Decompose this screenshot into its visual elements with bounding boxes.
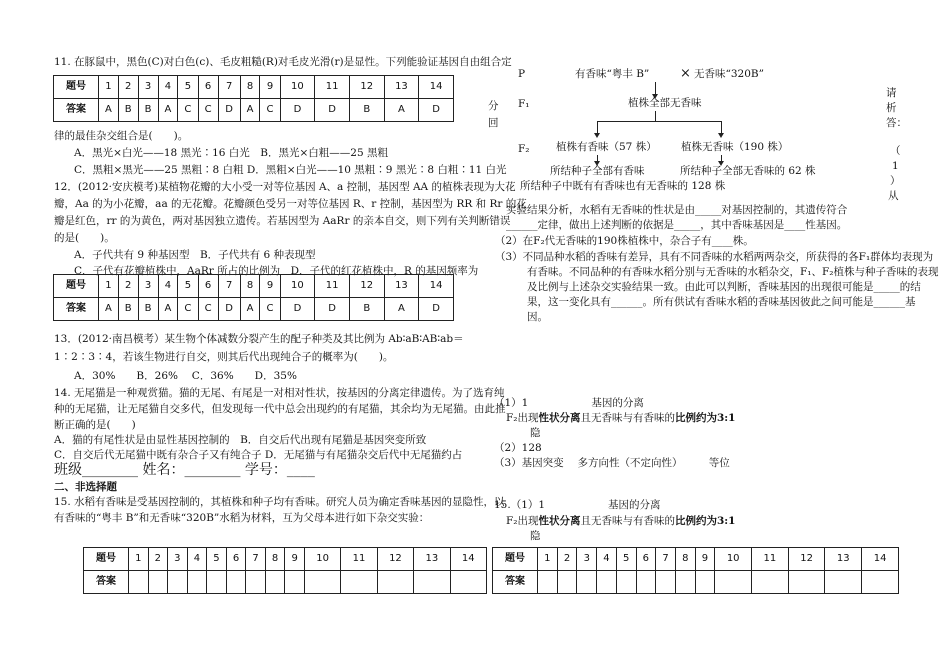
q11-option-ab: A．黑光×白光——18 黑光∶16 白光 B．黑光×白粗——25 黑粗 — [74, 147, 388, 159]
table-cell-answer: A — [158, 298, 178, 321]
q15-part1-line2: ______定律，做出上述判断的依据是_____，其中香味基因是____性基因。 — [506, 219, 848, 231]
table-cell-answer-empty — [341, 571, 377, 594]
table-cell-answer: C — [178, 99, 198, 122]
f2-nonfragrant-plants: 植株无香味（190 株） — [681, 141, 789, 153]
table-cell-number: 1 — [129, 548, 149, 571]
answer-1a: （1）1 基因的分离 — [494, 397, 644, 409]
q13-line1: 13．(2012·南昌模考）某生物个体减数分裂产生的配子种类及其比例为 Ab∶aB∶AB∶ab＝ — [54, 333, 464, 345]
table-cell-answer: B — [138, 99, 158, 122]
side-text-left-2: 回 — [488, 117, 499, 129]
q11-line2: 律的最佳杂交组合是( )。 — [54, 130, 189, 142]
side-text-left-1: 分 — [488, 100, 499, 112]
table-cell-number: 1 — [538, 548, 558, 571]
table-cell-number: 4 — [597, 548, 617, 571]
side-text-right-6: ） — [890, 175, 901, 187]
table-cell-answer-empty — [616, 571, 636, 594]
table-cell-answer: D — [315, 99, 350, 122]
q12-line4: 的是( )。 — [54, 232, 115, 244]
table-cell-answer: B — [349, 298, 384, 321]
table-cell-answer: A — [99, 298, 119, 321]
q14-option-ab: A．猫的有尾性状是由显性基因控制的 B．自交后代出现有尾猫是基因突变所致 — [54, 434, 427, 446]
table-cell-number: 1 — [99, 275, 119, 298]
answer-table-middle — [53, 274, 454, 321]
table-cell-number: 7 — [218, 76, 240, 99]
table-header-row — [493, 548, 899, 571]
table-header-label: 题号 — [54, 275, 99, 298]
class-name-id-line: 班级________ 姓名：________ 学号：____ — [54, 462, 315, 478]
table-cell-answer-empty — [265, 571, 285, 594]
table-cell-answer-empty — [148, 571, 168, 594]
table-cell-answer-empty — [187, 571, 207, 594]
table-cell-number: 10 — [715, 548, 752, 571]
answer-1c: 隐 — [530, 427, 541, 439]
table-cell-answer: D — [218, 298, 240, 321]
table-cell-answer: C — [178, 298, 198, 321]
table-cell-number: 11 — [315, 275, 350, 298]
table-cell-number: 14 — [419, 275, 454, 298]
table-cell-number: 11 — [341, 548, 377, 571]
q14-option-cd: C．自交后代无尾猫中既有杂合子又有纯合子 D．无尾猫与有尾猫杂交后代中无尾猫约占 — [54, 449, 463, 461]
table-cell-answer: C — [198, 99, 218, 122]
table-cell-answer: D — [218, 99, 240, 122]
table-cell-number: 7 — [218, 275, 240, 298]
table-cell-number: 3 — [577, 548, 597, 571]
connector-line — [655, 111, 656, 121]
side-text-right-1: 请 — [886, 87, 897, 99]
table-answer-label: 答案 — [54, 298, 99, 321]
arrow-down-icon — [718, 133, 724, 138]
answer-text: F₂出现 — [506, 412, 539, 424]
table-cell-number: 3 — [138, 275, 158, 298]
table-cell-number: 9 — [695, 548, 715, 571]
table-cell-number: 8 — [675, 548, 695, 571]
table-cell-answer-empty — [825, 571, 862, 594]
table-answer-row — [493, 571, 899, 594]
table-cell-answer-empty — [675, 571, 695, 594]
table-cell-answer: A — [384, 99, 419, 122]
table-cell-number: 3 — [168, 548, 188, 571]
table-cell-answer-empty — [656, 571, 676, 594]
table-cell-number: 4 — [158, 76, 178, 99]
table-cell-number: 2 — [557, 548, 577, 571]
table-cell-number: 4 — [187, 548, 207, 571]
q15-part1-line1: 实验结果分析，水稻有无香味的性状是由_____对基因控制的，其遗传符合 — [506, 204, 848, 216]
table-cell-number: 13 — [825, 548, 862, 571]
f1-generation-label: F₁ — [518, 98, 530, 110]
table-cell-answer: B — [118, 298, 138, 321]
cross-symbol: × — [680, 66, 691, 81]
table-cell-number: 4 — [158, 275, 178, 298]
side-text-right-2: 析 — [886, 102, 897, 114]
table-cell-number: 8 — [240, 275, 260, 298]
q13-options: A．30% B．26% C．36% D．35% — [74, 370, 297, 382]
table-cell-answer: A — [240, 298, 260, 321]
table-cell-answer-empty — [577, 571, 597, 594]
table-cell-number: 9 — [285, 548, 305, 571]
answer-15-1a: 15.（1）1 基因的分离 — [494, 499, 661, 511]
answer-bold-text: 性状分离 — [538, 412, 581, 424]
table-cell-answer-empty — [597, 571, 617, 594]
side-text-right-4: （ — [890, 145, 901, 157]
table-cell-answer-empty — [207, 571, 227, 594]
table-header-row — [84, 548, 487, 571]
table-cell-number: 6 — [636, 548, 656, 571]
table-cell-number: 11 — [752, 548, 789, 571]
answer-table-bottom-left — [83, 547, 487, 594]
table-cell-number: 14 — [419, 76, 454, 99]
q15-part3-line3: 及比例与上述杂交实验结果一致。由此可以判断，香味基因的出现很可能是_____的结 — [527, 281, 921, 293]
table-cell-number: 13 — [414, 548, 450, 571]
table-cell-answer-empty — [788, 571, 825, 594]
table-cell-answer-empty — [695, 571, 715, 594]
table-cell-answer: D — [280, 298, 315, 321]
table-cell-answer-empty — [752, 571, 789, 594]
table-cell-answer: B — [349, 99, 384, 122]
table-cell-answer-empty — [450, 571, 486, 594]
table-cell-number: 8 — [265, 548, 285, 571]
table-cell-answer-empty — [377, 571, 413, 594]
table-cell-number: 12 — [377, 548, 413, 571]
table-cell-number: 9 — [260, 76, 280, 99]
q14-line2: 种的无尾猫，让无尾猫自交多代，但发现每一代中总会出现约的有尾猫，其余均为无尾猫。由此推 — [54, 403, 506, 415]
answer-text: F₂出现 — [506, 515, 539, 527]
table-cell-answer-empty — [636, 571, 656, 594]
table-cell-number: 5 — [616, 548, 636, 571]
table-cell-answer-empty — [129, 571, 149, 594]
table-answer-label: 答案 — [54, 99, 99, 122]
table-cell-number: 14 — [450, 548, 486, 571]
table-cell-number: 12 — [349, 275, 384, 298]
table-header-label: 题号 — [84, 548, 129, 571]
side-text-right-3: 答： — [886, 117, 907, 129]
table-cell-answer-empty — [246, 571, 266, 594]
side-text-right-7: 从 — [888, 190, 899, 202]
table-cell-answer: A — [158, 99, 178, 122]
table-cell-answer-empty — [285, 571, 305, 594]
answer-3: （3）基因突变 多方向性（不定向性） 等位 — [494, 457, 730, 469]
table-answer-label: 答案 — [493, 571, 538, 594]
table-cell-answer: B — [118, 99, 138, 122]
answer-table-bottom-right — [492, 547, 899, 594]
q13-line2: 1∶2∶3∶4，若该生物进行自交，则其后代出现纯合子的概率为( )。 — [54, 351, 394, 363]
q15-part2: （2）在F₂代无香味的190株植株中，杂合子有____株。 — [495, 235, 754, 247]
table-cell-answer: D — [315, 298, 350, 321]
table-cell-number: 7 — [656, 548, 676, 571]
q15-line1: 15. 水稻有香味是受基因控制的，其植株和种子均有香味。研究人员为确定香味基因的显隐性，以 — [54, 496, 505, 508]
q15-part3-line2: 有香味。不同品种的有香味水稻分别与无香味的水稻杂交，F₁、F₂植株与种子香味的表现 — [527, 266, 939, 278]
table-cell-answer: D — [419, 99, 454, 122]
seed-result-left: 所结种子全部有香味 — [550, 165, 645, 177]
table-cell-number: 5 — [207, 548, 227, 571]
table-cell-number: 10 — [280, 275, 315, 298]
table-cell-number: 6 — [198, 275, 218, 298]
table-answer-label: 答案 — [84, 571, 129, 594]
table-header-label: 题号 — [493, 548, 538, 571]
table-cell-answer-empty — [538, 571, 558, 594]
table-answer-row — [54, 298, 454, 321]
table-cell-number: 2 — [118, 275, 138, 298]
seed-result-mixed: 所结种子中既有有香味也有无香味的 128 株 — [520, 180, 726, 192]
p-parent-left: 有香味“粤丰 B” — [575, 68, 650, 80]
table-cell-answer: C — [198, 298, 218, 321]
table-header-row — [54, 76, 454, 99]
q15-part3-line1: （3）不同品种水稻的香味有差异，具有不同香味的水稻两两杂交，所获得的各F₁群体均表现为 — [495, 251, 934, 263]
table-cell-number: 8 — [240, 76, 260, 99]
table-header-label: 题号 — [54, 76, 99, 99]
table-cell-answer-empty — [226, 571, 246, 594]
table-cell-number: 1 — [99, 76, 119, 99]
table-cell-number: 3 — [138, 76, 158, 99]
table-cell-number: 12 — [788, 548, 825, 571]
q14-line1: 14. 无尾猫是一种观赏猫。猫的无尾、有尾是一对相对性状，按基因的分离定律遗传。为了选育纯 — [54, 387, 505, 399]
p-generation-label: P — [518, 68, 526, 80]
table-cell-answer: C — [260, 99, 280, 122]
table-cell-number: 10 — [304, 548, 340, 571]
table-answer-row — [54, 99, 454, 122]
table-answer-row — [84, 571, 487, 594]
section-title-nonchoice: 二、非选择题 — [54, 481, 117, 493]
table-cell-answer: C — [260, 298, 280, 321]
q12-line1: 12．(2012·安庆模考)某植物花瓣的大小受一对等位基因 A、a 控制，基因型 AA 的植株表现为大花 — [54, 181, 516, 193]
table-cell-number: 6 — [198, 76, 218, 99]
side-text-right-5: 1 — [892, 160, 899, 172]
answer-2: （2）128 — [494, 442, 542, 454]
table-cell-number: 5 — [178, 76, 198, 99]
table-cell-answer-empty — [557, 571, 577, 594]
table-cell-number: 7 — [246, 548, 266, 571]
seed-result-right: 所结种子全部无香味的 62 株 — [680, 165, 816, 177]
f1-result: 植株全部无香味 — [628, 97, 702, 109]
table-cell-number: 9 — [260, 275, 280, 298]
table-cell-number: 10 — [280, 76, 315, 99]
arrow-down-icon — [594, 133, 600, 138]
p-parent-right: 无香味“320B” — [694, 68, 764, 80]
table-cell-number: 2 — [118, 76, 138, 99]
table-cell-number: 11 — [315, 76, 350, 99]
connector-line — [597, 121, 721, 122]
q15-part3-line5: 因。 — [527, 311, 548, 323]
table-cell-answer: A — [240, 99, 260, 122]
answer-bold-text: 比例约为3:1 — [675, 412, 736, 424]
answer-text: 且无香味与有香味的 — [580, 412, 675, 424]
answer-text: 且无香味与有香味的 — [580, 515, 675, 527]
table-cell-answer-empty — [304, 571, 340, 594]
f2-generation-label: F₂ — [518, 143, 530, 155]
table-cell-answer-empty — [862, 571, 899, 594]
answer-15-1b — [506, 515, 736, 528]
q12-option-cd: C．子代有花瓣植株中，AaRr 所占的比例为 D．子代的红花植株中，R 的基因频率为 — [74, 265, 479, 277]
answer-bold-text: 性状分离 — [538, 515, 581, 527]
table-cell-number: 13 — [384, 76, 419, 99]
table-header-row — [54, 275, 454, 298]
table-cell-number: 5 — [178, 275, 198, 298]
table-cell-answer: D — [419, 298, 454, 321]
q12-option-ab: A．子代共有 9 种基因型 B．子代共有 6 种表现型 — [74, 249, 316, 261]
f2-fragrant-plants: 植株有香味（57 株） — [556, 141, 657, 153]
q14-line3: 断正确的是( ) — [54, 419, 136, 431]
q15-part3-line4: 果，这一变化具有______。所有供试有香味水稻的香味基因彼此之间可能是______基 — [527, 296, 916, 308]
table-cell-answer: D — [280, 99, 315, 122]
table-cell-answer-empty — [715, 571, 752, 594]
table-cell-answer-empty — [414, 571, 450, 594]
table-cell-answer-empty — [168, 571, 188, 594]
table-cell-number: 2 — [148, 548, 168, 571]
table-cell-answer: A — [99, 99, 119, 122]
q15-line2: 有香味的“粤丰 B”和无香味“320B”水稻为材料，互为父母本进行如下杂交实验： — [54, 512, 430, 524]
table-cell-number: 12 — [349, 76, 384, 99]
q11-option-cd: C．黑粗×黑光——25 黑粗∶8 白粗 D．黑粗×白光——10 黑粗∶9 黑光∶8 白粗∶11 白光 — [74, 164, 507, 176]
table-cell-number: 13 — [384, 275, 419, 298]
answer-bold-text: 比例约为3:1 — [675, 515, 736, 527]
q12-line3: 瓣是红色，rr 的为黄色，两对基因独立遗传。若基因型为 AaRr 的亲本自交，则下列有关判断错误 — [54, 215, 511, 227]
answer-table-top — [53, 75, 454, 122]
answer-1b — [506, 412, 736, 425]
table-cell-answer: B — [138, 298, 158, 321]
table-cell-answer: A — [384, 298, 419, 321]
answer-15-1c: 隐 — [530, 530, 541, 542]
table-cell-number: 14 — [862, 548, 899, 571]
table-cell-number: 6 — [226, 548, 246, 571]
q11-line1: 11. 在豚鼠中，黑色(C)对白色(c)、毛皮粗糙(R)对毛皮光滑(r)是显性。下列能验证基因自由组合定 — [54, 56, 512, 68]
q12-line2: 瓣，Aa 的为小花瓣，aa 的无花瓣。花瓣颜色受另一对等位基因 R、r 控制，基因型为 RR 和 Rr 的花 — [54, 198, 527, 210]
